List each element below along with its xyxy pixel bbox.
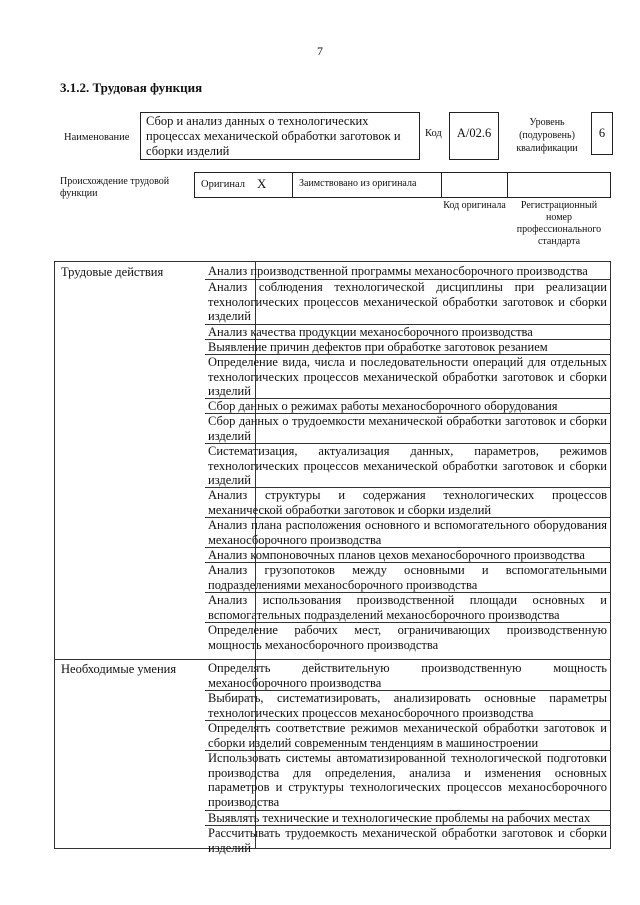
labor-action-row: Выявление причин дефектов при обработке заготовок резанием — [208, 340, 548, 354]
labor-action-row: Определение рабочих мест, ограничивающих производственную мощность механосборочного производства — [208, 623, 607, 652]
original-mark: X — [257, 176, 267, 191]
labor-action-row: Сбор данных о режимах работы механосборочного оборудования — [208, 399, 558, 413]
section-title: 3.1.2. Трудовая функция — [60, 80, 203, 95]
labor-action-row: Анализ компоновочных планов цехов механосборочного производства — [208, 548, 585, 562]
labor-function-table — [54, 261, 611, 855]
labor-action-row: Анализ грузопотоков между основными и вспомогательными подразделениями механосборочного производства — [208, 563, 607, 592]
required-skills-label: Необходимые умения — [61, 662, 177, 676]
reg-number-label: Регистрационный номер профессионального стандарта — [516, 200, 602, 247]
section-divider — [55, 659, 610, 660]
labor-action-row: Анализ соблюдения технологической дисциплины при реализации технологических процессов механической обработки заготовок и сборки изделий — [208, 280, 607, 324]
qualification-level-value: 6 — [591, 112, 613, 155]
labor-action-row: Анализ плана расположения основного и вспомогательного оборудования механосборочного производства — [208, 518, 607, 547]
borrowed-label: Заимствовано из оригинала — [299, 178, 417, 189]
required-skill-row: Определять действительную производственную мощность механосборочного производства — [208, 661, 607, 690]
labor-action-row: Анализ структуры и содержания технологических процессов механической обработки заготовок и сборки изделий — [208, 488, 607, 517]
function-name-value: Сбор и анализ данных о технологических процессах механической обработки заготовок и сборки изделий — [140, 112, 420, 160]
borrowed-cell — [292, 172, 442, 198]
labor-action-row: Определение вида, числа и последовательности операций для отдельных технологических процессов механической обработки заготовок и сборки изделий — [208, 355, 607, 399]
page-number: 7 — [317, 44, 323, 58]
required-skill-row: Использовать системы автоматизированной технологической подготовки производства для определения, анализа и изменения основных параметров и структуры технологических процессов механосборочного производства — [208, 751, 607, 809]
name-label: Наименование — [64, 132, 130, 143]
labor-action-row: Анализ производственной программы механосборочного производства — [208, 264, 588, 278]
original-label: Оригинал — [201, 179, 245, 190]
labor-actions-label: Трудовые действия — [61, 265, 164, 279]
labor-action-row: Анализ качества продукции механосборочного производства — [208, 325, 533, 339]
required-skill-row: Выявлять технические и технологические проблемы на рабочих местах — [208, 811, 591, 825]
code-value: А/02.6 — [449, 112, 499, 160]
original-cell — [194, 172, 293, 198]
qualification-level-label: Уровень (подуровень) квалификации — [516, 117, 578, 154]
required-skill-row: Рассчитывать трудоемкость механической обработки заготовок и сборки изделий — [208, 826, 607, 855]
labor-action-row: Анализ использования производственной площади основных и вспомогательных подразделений механосборочного производства — [208, 593, 607, 622]
code-original-label: Код оригинала — [443, 200, 506, 211]
code-label: Код — [425, 128, 442, 139]
reg-number-cell — [507, 172, 611, 198]
required-skill-row: Определять соответствие режимов механической обработки заготовок и сборки изделий современным тенденциям в машиностроении — [208, 721, 607, 750]
labor-action-row: Систематизация, актуализация данных, параметров, режимов технологических процессов механической обработки заготовок и сборки изделий — [208, 444, 607, 488]
code-original-cell — [441, 172, 508, 198]
required-skill-row: Выбирать, систематизировать, анализировать основные параметры технологических процессов механосборочного производства — [208, 691, 607, 720]
labor-action-row: Сбор данных о трудоемкости механической обработки заготовок и сборки изделий — [208, 414, 607, 443]
origin-label: Происхождение трудовой функции — [60, 176, 170, 199]
